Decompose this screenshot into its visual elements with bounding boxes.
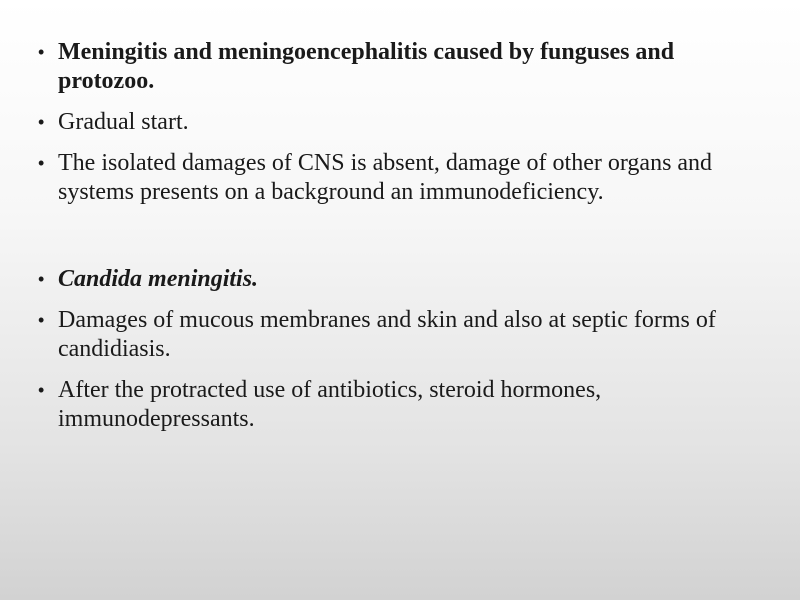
bullet-item [38, 38, 758, 96]
bullet-item [38, 108, 758, 137]
bullet-dot-icon: • [38, 310, 45, 330]
bullet-text: Gradual start. [58, 109, 189, 135]
bullet-dot-icon: • [38, 380, 45, 400]
bullet-text: The isolated damages of CNS is absent, damage of other organs and systems presents on a background an immunodeficiency. [58, 150, 713, 205]
bullet-text: After the protracted use of antibiotics, steroid hormones, immunodepressants. [58, 377, 602, 432]
bullet-text-subheading: Candida meningitis. [58, 266, 259, 292]
blank-line [38, 219, 758, 265]
bullet-dot-icon: • [38, 42, 45, 62]
bullet-item [38, 376, 758, 434]
bullet-text-heading: Meningitis and meningoencephalitis caused by funguses and protozoo. [58, 39, 675, 94]
bullet-item [38, 149, 758, 207]
bullet-list [38, 38, 758, 446]
bullet-item [38, 306, 758, 364]
bullet-item [38, 265, 758, 294]
bullet-dot-icon: • [38, 153, 45, 173]
bullet-dot-icon: • [38, 112, 45, 132]
bullet-text: Damages of mucous membranes and skin and also at septic forms of candidiasis. [58, 307, 716, 362]
bullet-dot-icon: • [38, 269, 45, 289]
